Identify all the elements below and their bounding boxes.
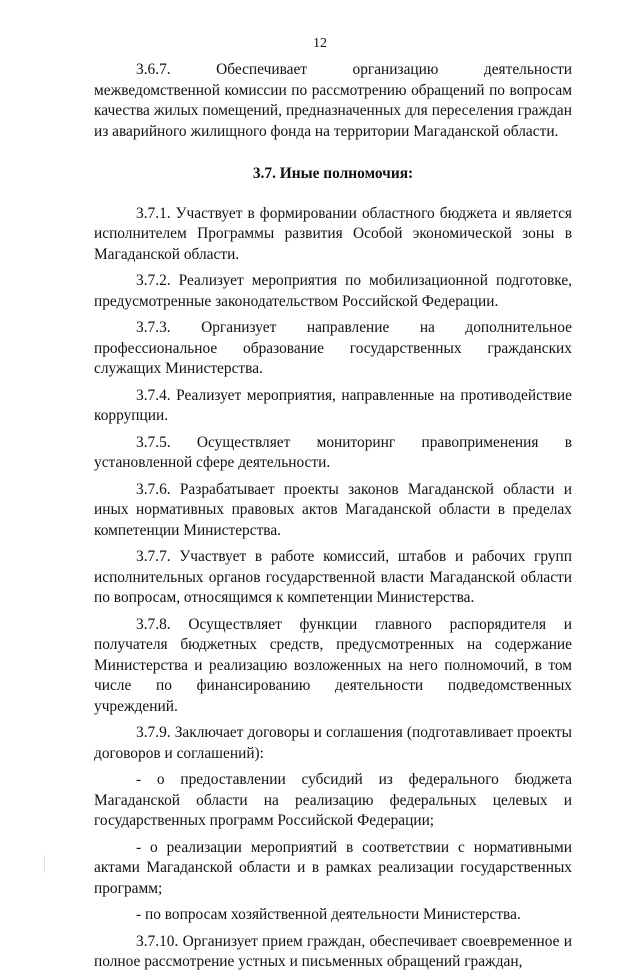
- margin-mark: [44, 855, 45, 873]
- paragraph-3-7-6: 3.7.6. Разрабатывает проекты законов Магаданской области и иных нормативных правовых актов Магаданской области в пределах компетенции Министерства.: [94, 480, 572, 539]
- page-number: 12: [313, 36, 327, 51]
- paragraph-3-7-5: 3.7.5. Осуществляет мониторинг правоприменения в установленной сфере деятельности.: [94, 433, 572, 471]
- paragraph-3-7-1: 3.7.1. Участвует в формировании областного бюджета и является исполнителем Программы развития Особой экономической зоны в Магаданской области.: [94, 204, 572, 263]
- document-body: [94, 60, 572, 973]
- paragraph-3-7-7: 3.7.7. Участвует в работе комиссий, штабов и рабочих групп исполнительных органов государственной власти Магаданской области по вопросам, относящимся к компетенции Министерства.: [94, 548, 572, 606]
- paragraph-3-7-9: 3.7.9. Заключает договоры и соглашения (подготавливает проекты договоров и соглашений):: [94, 724, 572, 762]
- paragraph-3-7-3: 3.7.3. Организует направление на дополнительное профессиональное образование государственных гражданских служащих Министерства.: [94, 319, 572, 377]
- list-item-subsidies: - о предоставлении субсидий из федерального бюджета Магаданской области на реализацию федеральных целевых и государственных программ Российской Федерации;: [94, 771, 572, 829]
- paragraph-3-7-8: 3.7.8. Осуществляет функции главного распорядителя и получателя бюджетных средств, предусмотренных на содержание Министерства и реализацию возложенных на него полномочий, в том числе по финансированию деятельности подведомственных учреждений.: [94, 615, 572, 715]
- section-heading: 3.7. Иные полномочия:: [252, 165, 414, 182]
- paragraph-3-7-4: 3.7.4. Реализует мероприятия, направленные на противодействие коррупции.: [94, 386, 572, 424]
- paragraph-3-6-7: 3.6.7. Обеспечивает организацию деятельности межведомственной комиссии по рассмотрению обращений по вопросам качества жилых помещений, предназначенных для переселения граждан из аварийного жилищного фонда на территории Магаданской области.: [94, 61, 572, 140]
- paragraph-3-7-2: 3.7.2. Реализует мероприятия по мобилизационной подготовке, предусмотренные законодательством Российской Федерации.: [94, 272, 572, 310]
- list-item-economic-activity: - по вопросам хозяйственной деятельности Министерства.: [136, 906, 521, 923]
- list-item-measures: - о реализации мероприятий в соответствии с нормативными актами Магаданской области и в рамках реализации государственных программ;: [94, 838, 572, 897]
- paragraph-3-7-10: 3.7.10. Организует прием граждан, обеспечивает своевременное и полное рассмотрение устных и письменных обращений граждан,: [94, 932, 572, 970]
